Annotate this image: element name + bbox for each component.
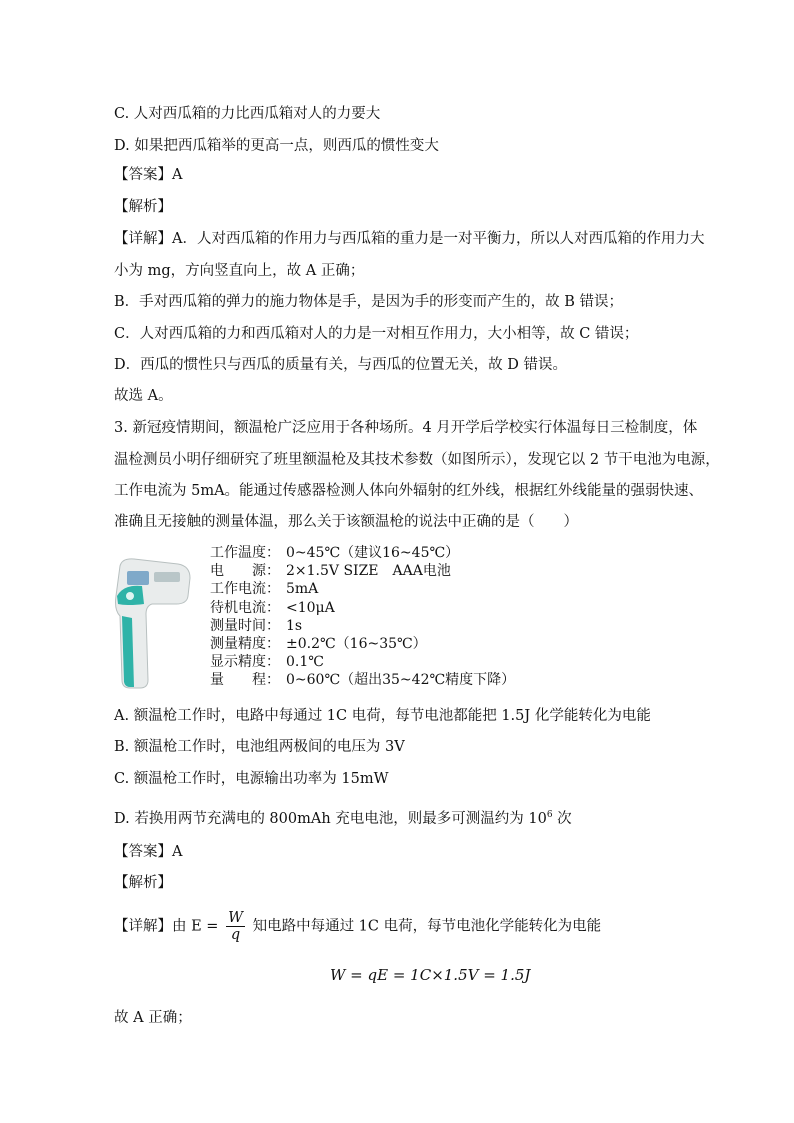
spec-row: 显示精度： 0.1℃ (210, 654, 324, 671)
conclusion: 故选 A。 (114, 388, 173, 404)
fraction: $\frac{W}{q}$ (228, 910, 243, 943)
q3-option-c: C. 额温枪工作时，电源输出功率为 15mW (114, 771, 389, 787)
thermometer-image (112, 556, 198, 690)
spec-row: 工作温度： 0~45℃（建议16~45℃） (210, 545, 460, 561)
spec-row: 电 源： 2×1.5V SIZE AAA电池 (210, 563, 451, 580)
answer-label: 【答案】A (114, 167, 183, 183)
q3-detail: 【详解】由 E = $\frac{W}{q}$ 知电路中每通过 1C 电荷，每节电池化学能转化为电能 (114, 910, 602, 943)
spec-row: 测量精度： ±0.2℃（16~35℃） (210, 636, 427, 653)
detail-b: B．手对西瓜箱的弹力的施力物体是手，是因为手的形变而产生的，故 B 错误； (114, 294, 624, 310)
q3-stem-2: 温检测员小明仔细研究了班里额温枪及其技术参数（如图所示），发现它以 2 节干电池为电源， (114, 452, 720, 468)
spec-row: 量 程： 0~60℃（超出35~42℃精度下降） (210, 672, 516, 689)
spec-table (210, 544, 515, 690)
q3-option-d: D. 若换用两节充满电的 800mAh 充电电池，则最多可测温约为 $10^6$ 次 (114, 810, 572, 827)
q3-option-b: B. 额温枪工作时，电池组两极间的电压为 3V (114, 739, 405, 755)
detail-c: C．人对西瓜箱的力和西瓜箱对人的力是一对相互作用力，大小相等，故 C 错误； (114, 326, 639, 342)
option-d: D. 如果把西瓜箱举的更高一点，则西瓜的惯性变大 (114, 138, 439, 154)
analysis-label: 【解析】 (114, 199, 172, 215)
spec-row: 测量时间： 1s (210, 617, 303, 634)
option-c: C. 人对西瓜箱的力比西瓜箱对人的力要大 (114, 106, 381, 122)
q3-analysis-label: 【解析】 (114, 875, 172, 891)
q3-answer-label: 【答案】A (114, 844, 183, 860)
spec-row: 待机电流： <10μA (210, 599, 335, 616)
detail-d: D．西瓜的惯性只与西瓜的质量有关，与西瓜的位置无关，故 D 错误。 (114, 357, 567, 373)
q3-conclusion: 故 A 正确； (114, 1010, 192, 1026)
detail-a-line2: 小为 mg，方向竖直向上，故 A 正确； (114, 263, 365, 279)
q3-option-a: A. 额温枪工作时，电路中每通过 1C 电荷，每节电池都能把 1.5J 化学能转化为电能 (114, 708, 651, 724)
detail-a-line1: 【详解】A．人对西瓜箱的作用力与西瓜箱的重力是一对平衡力，所以人对西瓜箱的作用力大 (114, 231, 705, 247)
q3-stem-1: 3. 新冠疫情期间，额温枪广泛应用于各种场所。4 月开学后学校实行体温每日三检制度，体 (114, 420, 698, 436)
q3-stem-3: 工作电流为 5mA。能通过传感器检测人体向外辐射的红外线，根据红外线能量的强弱快速、 (114, 483, 704, 499)
equation: W = qE = 1C×1.5V = 1.5J (330, 966, 531, 984)
q3-stem-4: 准确且无接触的测量体温，那么关于该额温枪的说法中正确的是（ ） (114, 514, 578, 530)
spec-row: 工作电流： 5mA (210, 581, 319, 598)
